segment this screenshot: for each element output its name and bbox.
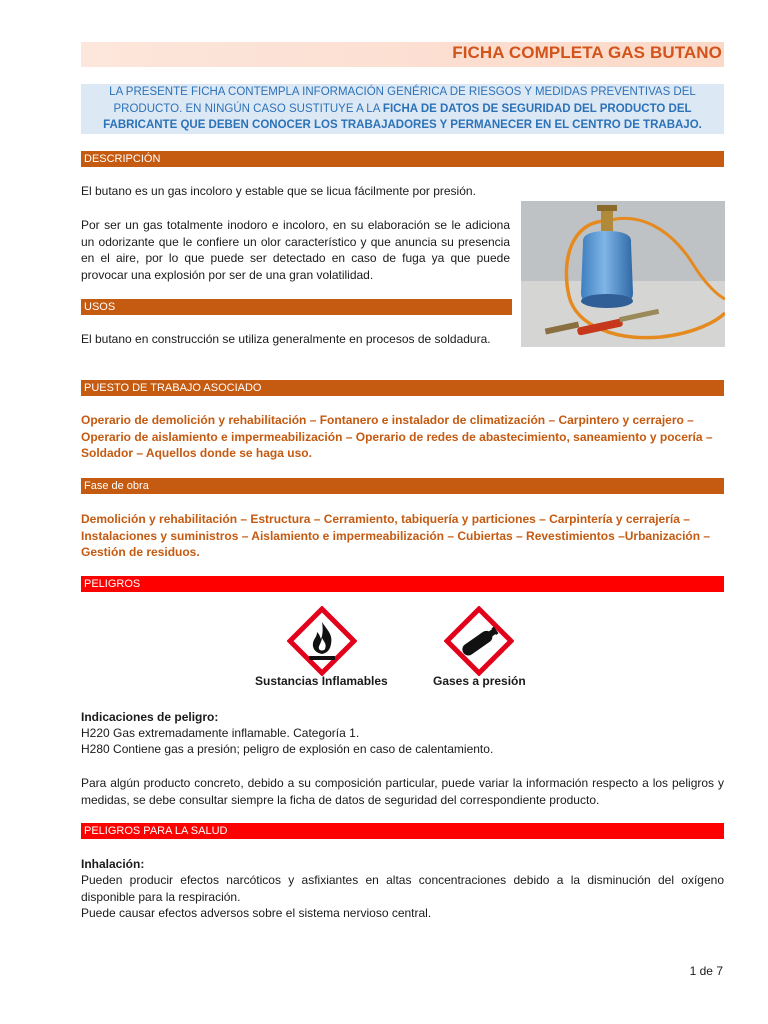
inhalacion-paragraph-1: Pueden producir efectos narcóticos y asfixiantes en altas concentraciones debido a la disminución del oxígeno disponible para la respiración.: [81, 873, 724, 904]
inhalacion-title: Inhalación:: [81, 857, 145, 871]
h220-statement: H220 Gas extremadamente inflamable. Categoría 1.: [81, 726, 360, 740]
peligros-note: Para algún producto concreto, debido a su composición particular, puede variar la información respecto a los peligros y medidas, se debe consultar siempre la ficha de datos de seguridad del correspondiente producto.: [81, 776, 724, 807]
flame-icon: [287, 606, 357, 676]
section-header-label: PELIGROS PARA LA SALUD: [84, 825, 228, 837]
puesto-list: Operario de demolición y rehabilitación – Fontanero e instalador de climatización – Carpintero y cerrajero – Operario de aislamiento e impermeabilización – Operario de redes de abastecimiento, saneamiento y pocería – Soldador – Aquellos donde se haga uso.: [81, 413, 713, 460]
flammable-pictogram: [287, 606, 357, 681]
flammable-label: Sustancias Inflamables: [255, 674, 388, 688]
fase-list: Demolición y rehabilitación – Estructura – Cerramiento, tabiquería y particiones – Carpintería y cerrajería – Instalaciones y suministros – Aislamiento e impermeabilización – Cubiertas – Revestimientos –Urbanización – Gestión de residuos.: [81, 512, 711, 559]
title-bar: [81, 42, 724, 67]
butane-cylinder-photo: [521, 201, 725, 347]
section-header-label: USOS: [84, 301, 116, 313]
section-header-descripcion: [81, 151, 724, 167]
intro-notice: [81, 84, 724, 134]
section-header-salud: [81, 823, 724, 839]
h280-statement: H280 Contiene gas a presión; peligro de explosión en caso de calentamiento.: [81, 742, 494, 756]
gas-pressure-pictogram: [444, 606, 514, 681]
gas-cylinder-icon: [444, 606, 514, 676]
section-header-label: Fase de obra: [84, 480, 149, 492]
section-header-peligros: [81, 576, 724, 592]
section-header-label: DESCRIPCIÓN: [84, 153, 161, 165]
page-number: 1 de 7: [689, 964, 723, 978]
section-header-fase: [81, 478, 724, 494]
butane-cylinder-illustration: [521, 201, 725, 347]
usos-paragraph: El butano en construcción se utiliza generalmente en procesos de soldadura.: [81, 332, 491, 346]
inhalacion-paragraph-2: Puede causar efectos adversos sobre el sistema nervioso central.: [81, 906, 432, 920]
gas-pressure-label: Gases a presión: [433, 674, 526, 688]
document-title: FICHA COMPLETA GAS BUTANO: [452, 43, 722, 62]
section-header-usos: [81, 299, 512, 315]
descripcion-paragraph-2: Por ser un gas totalmente inodoro e incoloro, en su elaboración se le adiciona un odorizante que le confiere un olor característico y que anuncia su presencia en el aire, por lo que puede ser detectado en caso de fuga ya que puede provocar una explosión por ser de una gran volatilidad.: [81, 218, 510, 282]
indicaciones-title: Indicaciones de peligro:: [81, 710, 219, 724]
descripcion-paragraph-1: El butano es un gas incoloro y estable que se licua fácilmente por presión.: [81, 184, 476, 198]
section-header-puesto: [81, 380, 724, 396]
intro-text: LA PRESENTE FICHA CONTEMPLA INFORMACIÓN GENÉRICA DE RIESGOS Y MEDIDAS PREVENTIVAS DEL PRODUCTO. EN NINGÚN CASO SUSTITUYE A LA: [109, 86, 696, 115]
section-header-label: PUESTO DE TRABAJO ASOCIADO: [84, 382, 262, 394]
intro-bold-text: FICHA DE DATOS DE SEGURIDAD DEL PRODUCTO DEL FABRICANTE QUE DEBEN CONOCER LOS TRABAJADORES Y PERMANECER EN EL CENTRO DE TRABAJO.: [103, 102, 702, 131]
section-header-label: PELIGROS: [84, 578, 141, 590]
